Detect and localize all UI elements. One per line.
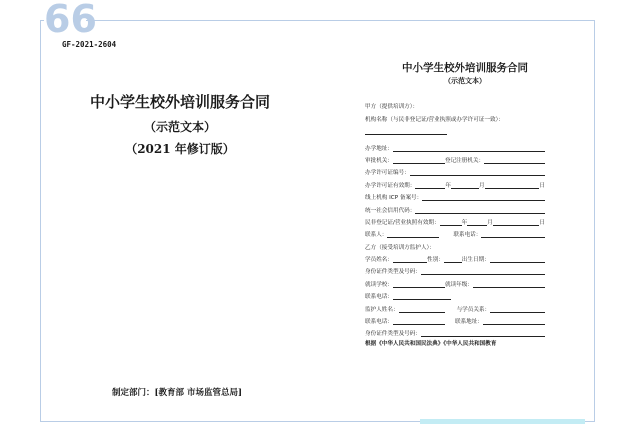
id-type-label: 身份证件类型及号码： — [365, 269, 421, 276]
address-label: 办学地址： — [365, 145, 393, 152]
gender-field[interactable] — [444, 256, 462, 263]
student-phone-label: 联系电话： — [365, 294, 393, 301]
day-label: 日 — [539, 182, 545, 189]
cert-validity-label: 民非登记证/营业执照有效期： — [365, 219, 440, 226]
org-name-label: 机构名称（与民非登记证/营业执照或办学许可证一致）： — [365, 116, 504, 123]
cover-subtitle: （示范文本） — [143, 120, 216, 134]
cert-day-label: 日 — [539, 219, 545, 226]
credit-code-label: 统一社会信用代码： — [365, 207, 416, 214]
guardian-row — [365, 300, 545, 312]
guardian-id-row — [365, 325, 545, 337]
org-name-row — [365, 110, 545, 122]
guardian-address-field[interactable] — [483, 318, 545, 325]
cover-title: 中小学生校外培训服务合同 — [89, 93, 270, 111]
org-name-field[interactable] — [365, 128, 447, 135]
party-a-header-row — [365, 98, 545, 110]
org-name-blank-row — [365, 123, 545, 135]
cert-validity-row — [365, 214, 545, 226]
birth-field[interactable] — [490, 256, 545, 263]
student-name-label: 学员姓名： — [365, 257, 393, 264]
contact-label: 联系人： — [365, 232, 388, 239]
contract-code: GF-2021-2604 — [62, 40, 117, 49]
contact-field[interactable] — [387, 231, 439, 238]
guardian-address-label: 联系地址： — [454, 319, 483, 326]
address-row — [365, 139, 545, 151]
relation-field[interactable] — [490, 306, 545, 313]
issuing-department: 制定部门：[教育部 市场监管总局] — [112, 388, 243, 398]
cert-year-field[interactable] — [440, 219, 462, 226]
student-phone-row — [365, 288, 545, 300]
student-name-field[interactable] — [393, 256, 427, 263]
guardian-phone-field[interactable] — [393, 318, 445, 325]
icp-field[interactable] — [422, 194, 545, 201]
student-row — [365, 251, 545, 263]
guardian-field[interactable] — [399, 306, 445, 313]
quote-mark-icon: 66 — [44, 0, 97, 41]
school-label: 就读学校： — [365, 281, 393, 288]
grade-field[interactable] — [473, 281, 545, 288]
student-phone-field[interactable] — [393, 293, 451, 300]
cert-day-field[interactable] — [493, 219, 540, 226]
registration-label: 登记注册机关： — [444, 157, 485, 164]
cert-month-field[interactable] — [467, 219, 487, 226]
credit-code-row — [365, 201, 545, 213]
guardian-id-label: 身份证件类型及号码： — [365, 331, 421, 338]
contract-fields — [365, 98, 545, 347]
party-b-header: 乙方（接受培训方监护人）： — [365, 244, 435, 251]
contract-subtitle: （示范文本） — [444, 76, 486, 85]
license-no-label: 办学许可证编号： — [365, 170, 410, 177]
approval-row — [365, 152, 545, 164]
license-year-field[interactable] — [415, 182, 445, 189]
phone-field[interactable] — [481, 231, 545, 238]
credit-code-field[interactable] — [415, 207, 545, 214]
closing-text: 根据《中华人民共和国民法典》《中华人民共和国教育 — [365, 341, 497, 348]
grade-label: 就读年级： — [444, 281, 473, 288]
license-validity-row — [365, 176, 545, 188]
accent-bar — [420, 419, 585, 424]
cert-month-label: 月 — [487, 219, 493, 226]
relation-label: 与学员关系： — [456, 306, 491, 313]
contract-page — [365, 60, 545, 347]
icp-row — [365, 189, 545, 201]
guardian-phone-label: 联系电话： — [365, 319, 393, 326]
guardian-id-field[interactable] — [421, 330, 545, 337]
contract-title: 中小学生校外培训服务合同 — [402, 62, 528, 74]
license-month-field[interactable] — [451, 182, 479, 189]
contact-row — [365, 226, 545, 238]
icp-label: 线上机构 ICP 备案号： — [365, 195, 423, 202]
registration-field[interactable] — [484, 157, 545, 164]
year-label: 年 — [445, 182, 451, 189]
license-no-field[interactable] — [410, 169, 545, 176]
id-type-field[interactable] — [421, 268, 545, 275]
approval-field[interactable] — [393, 157, 445, 164]
license-validity-label: 办学许可证有效期： — [365, 182, 416, 189]
license-no-row — [365, 164, 545, 176]
cover-edition: （2021 年修订版） — [125, 142, 235, 156]
address-field[interactable] — [393, 145, 545, 152]
license-day-field[interactable] — [485, 182, 540, 189]
party-b-header-row — [365, 238, 545, 250]
school-field[interactable] — [393, 281, 445, 288]
id-type-row — [365, 263, 545, 275]
school-row — [365, 275, 545, 287]
birth-label: 出生日期： — [461, 257, 490, 264]
approval-label: 审批机关： — [365, 157, 393, 164]
cert-year-label: 年 — [461, 219, 468, 226]
guardian-label: 监护人姓名： — [365, 306, 399, 313]
guardian-contact-row — [365, 313, 545, 325]
month-label: 月 — [478, 182, 485, 189]
phone-label: 联系电话： — [453, 232, 482, 239]
gender-label: 性别： — [426, 257, 444, 264]
party-a-header: 甲方（提供培训方）： — [365, 104, 419, 111]
